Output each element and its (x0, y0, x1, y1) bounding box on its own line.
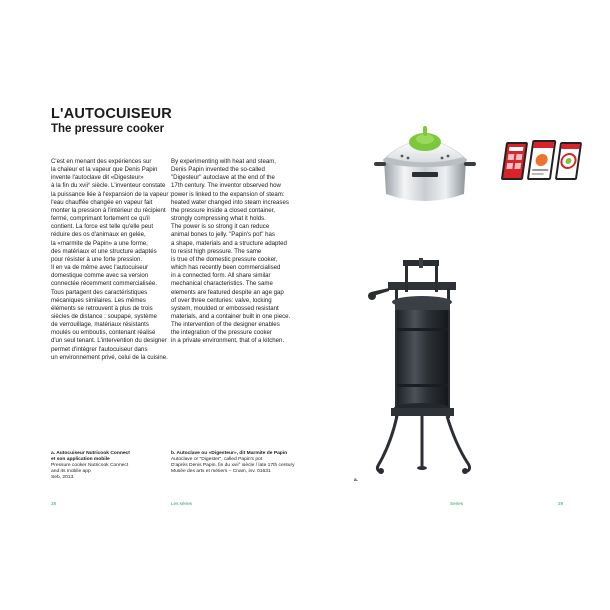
page-subtitle: The pressure cooker (51, 123, 165, 135)
body-text-line-fr: connectée récemment commercialisée. (51, 280, 158, 288)
caption-text-line: Pressure cooker Nutricook Connect (51, 463, 129, 469)
mobile-app-tablets-image (497, 136, 587, 186)
body-text-line-fr: contient. La force est telle qu'elle peut (51, 223, 154, 231)
page-title: L'AUTOCUISEUR (51, 106, 172, 122)
body-text-line-en: elements are featured despite an age gap (171, 288, 284, 296)
caption-title-line: b. Autoclave ou «Digesteur», dit Marmite de Papin (171, 451, 288, 456)
body-text-line-fr: mécaniques similaires. Les mêmes (51, 296, 146, 304)
body-text-line-fr: Tous partagent des caractéristiques (51, 288, 148, 296)
body-text-line-en: is true of the domestic pressure cooker, (171, 255, 278, 263)
body-text-line-en: mechanical characteristics. The same (171, 280, 273, 288)
caption-text-line: Seb, 2013. (51, 475, 75, 481)
caption-title-line: et son application mobile (51, 457, 110, 463)
body-text-line-fr: domestique comme avec sa version (51, 272, 149, 280)
body-text-line-en: animal bones to jelly. "Papin's pot" has (171, 231, 275, 239)
body-text-line-fr: un environnement privé, celui de la cuisine. (51, 353, 168, 361)
body-text-line-en: power is linked to the expansion of steam: (171, 190, 285, 198)
body-text-line-fr: invente l'autoclave dit «Digesteur» (51, 174, 144, 182)
body-text-line-en: "Digesteur" autoclave at the end of the (171, 174, 275, 182)
caption-text-line: Autoclave or "Digester", called Papin's pot (171, 457, 263, 463)
caption-text-line: D'après Denis Papin, fin du xvii° siècle / late 17th century (171, 463, 295, 469)
body-text-line-en: in a private environment, that of a kitchen. (171, 337, 285, 345)
body-text-line-en: The intervention of the designer enables (171, 321, 280, 329)
body-text-line-en: a shape, materials and a structure adapted (171, 239, 287, 247)
pressure-cooker-image (372, 112, 478, 212)
papin-digester-image (367, 258, 482, 476)
body-text-line-fr: permet d'intégrer l'autocuiseur dans (51, 345, 148, 353)
body-text-line-en: to resist high pressure. The same (171, 247, 262, 255)
caption-title-line: a. Autocuiseur Nutricook Connect (51, 451, 130, 456)
body-text-french (51, 158, 172, 362)
body-text-line-en: The power is so strong it can reduce (171, 223, 270, 231)
left-page-number: 28 (51, 501, 57, 506)
body-text-line-fr: monter la pression à l'intérieur du récipient (51, 206, 166, 214)
body-text-line-en: Denis Papin invented the so-called (171, 166, 265, 174)
caption-text-line: and its mobile app (51, 469, 91, 475)
body-text-line-fr: réduire des os d'animaux en gelée, (51, 231, 146, 239)
body-text-line-fr: la «marmite de Papin» a une forme, (51, 239, 148, 247)
body-text-line-en: which has recently been commercialised (171, 264, 281, 272)
body-text-line-fr: de verrouillage, matériaux résistants (51, 321, 149, 329)
body-text-line-en: strongly compressing what it holds. (171, 215, 266, 223)
body-text-line-fr: éléments se retrouvent à plus de trois (51, 304, 153, 312)
body-text-line-fr: l'eau chauffée changée en vapeur fait (51, 198, 153, 206)
body-text-line-en: the pressure inside a closed container, (171, 206, 275, 214)
caption-b (171, 451, 301, 475)
right-page-number: 29 (558, 501, 564, 506)
body-text-line-en: of over three centuries: valve, locking (171, 296, 272, 304)
body-text-line-fr: pour résister à une forte pression. (51, 255, 143, 263)
caption-a (51, 451, 161, 481)
body-text-line-fr: moulés ou emboutis, contenant réalisé (51, 329, 156, 337)
body-text-line-en: in a connected form. All share similar (171, 272, 271, 280)
left-section-label: Les séries (171, 501, 192, 506)
body-text-line-fr: fermé, comprimant fortement ce qu'il (51, 215, 150, 223)
body-text-line-en: heated water changed into steam increases (171, 198, 289, 206)
body-text-line-en: 17th century. The inventor observed how (171, 182, 281, 190)
body-text-line-fr: d'un seul tenant. L'intervention du designer (51, 337, 167, 345)
figure-label-a: a. (354, 477, 358, 482)
body-text-line-fr: des matériaux et une structure adaptés (51, 247, 157, 255)
right-section-label: Series (450, 501, 464, 506)
body-text-line-en: the integration of the pressure cooker (171, 329, 272, 337)
body-text-line-fr: C'est en menant des expériences sur (51, 158, 152, 165)
body-text-line-fr: à la fin du xvii° siècle. L'inventeur constate (51, 182, 166, 190)
body-text-line-fr: la puissance liée à l'expansion de la vapeur : (51, 190, 172, 198)
body-text-line-en: By experimenting with heat and steam, (171, 158, 277, 165)
body-text-line-fr: Il en va de même avec l'autocuiseur (51, 264, 149, 272)
body-text-line-fr: siècles de distance : soupape, système (51, 312, 158, 320)
body-text-line-en: system, moulded or embossed resistant (171, 304, 279, 312)
body-text-english (171, 158, 293, 346)
body-text-line-en: materials, and a container built in one piece. (171, 312, 291, 320)
caption-text-line: Musée des arts et métiers – Cnam, inv. 01631 (171, 469, 271, 475)
body-text-line-fr: la chaleur et la vapeur que Denis Papin (51, 166, 158, 174)
